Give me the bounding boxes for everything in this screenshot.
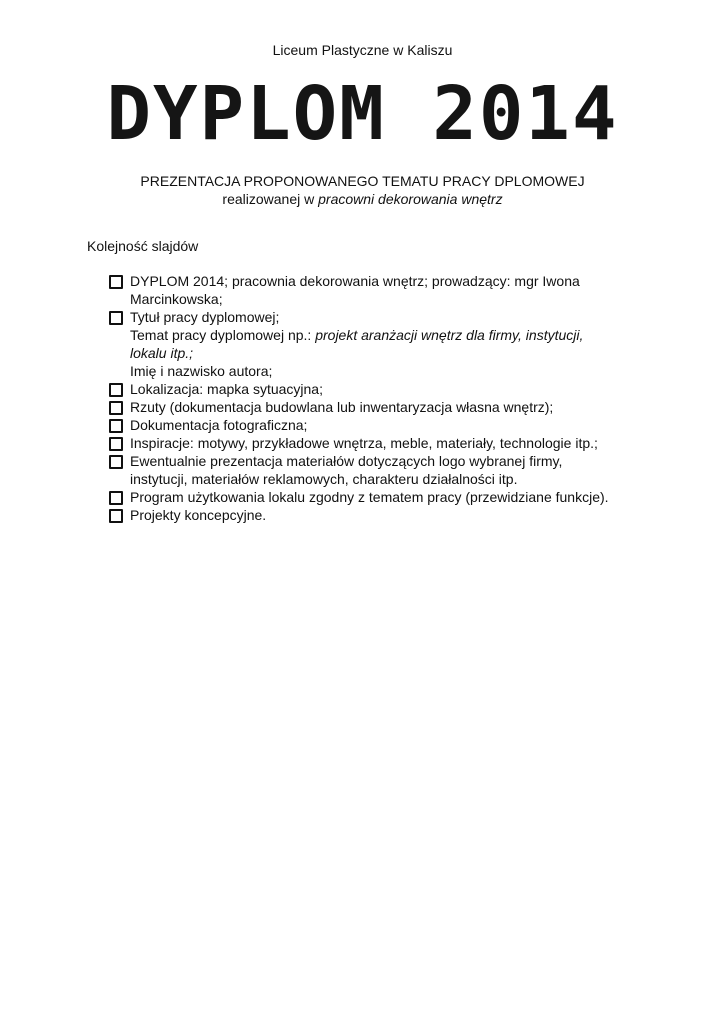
subtitle-line-2-workshop: pracowni dekorowania wnętrz: [318, 191, 503, 207]
checklist-item-text: Program użytkowania lokalu zgodny z tematem pracy (przewidziane funkcje).: [130, 489, 609, 505]
checkbox-icon[interactable]: [109, 491, 123, 505]
checkbox-icon[interactable]: [109, 509, 123, 523]
checklist-item: [105, 380, 665, 398]
checklist-item: [105, 452, 665, 488]
checklist-item-text: [130, 344, 665, 362]
topic-example: projekt aranżacji wnętrz dla firmy, instytucji,: [315, 327, 584, 343]
checklist-item: [105, 434, 665, 452]
topic-example-cont: lokalu itp.;: [130, 345, 194, 361]
checklist-item-text: Ewentualnie prezentacja materiałów dotyczących logo wybranej firmy,: [130, 453, 563, 469]
slide-order-heading: Kolejność slajdów: [87, 238, 199, 254]
checkbox-icon[interactable]: [109, 401, 123, 415]
subtitle-line-1: PREZENTACJA PROPONOWANEGO TEMATU PRACY DPLOMOWEJ: [140, 173, 585, 189]
checklist-item: [105, 308, 665, 380]
subtitle-line-2-prefix: realizowanej w: [222, 191, 319, 207]
checklist-item: [105, 398, 665, 416]
diploma-title: DYPLOM 2014: [106, 71, 619, 157]
checklist-item-text: Marcinkowska;: [130, 291, 223, 307]
subtitle-line-2: [0, 190, 725, 208]
checklist-item: [105, 506, 665, 524]
checklist-item-text: Rzuty (dokumentacja budowlana lub inwentaryzacja własna wnętrz);: [130, 399, 554, 415]
checklist-item-text: Projekty koncepcyjne.: [130, 507, 267, 523]
checklist-item: [105, 488, 665, 506]
checkbox-icon[interactable]: [109, 437, 123, 451]
checklist-item: [105, 272, 665, 308]
presentation-subtitle: [0, 172, 725, 208]
checklist-item-text: DYPLOM 2014; pracownia dekorowania wnętrz; prowadzący: mgr Iwona: [130, 273, 580, 289]
school-name: Liceum Plastyczne w Kaliszu: [272, 42, 453, 58]
checklist-item-text: instytucji, materiałów reklamowych, charakteru działalności itp.: [130, 471, 518, 487]
checklist-item: [105, 416, 665, 434]
checklist-item-text: Lokalizacja: mapka sytuacyjna;: [130, 381, 323, 397]
checklist-item-text: Inspiracje: motywy, przykładowe wnętrza, meble, materiały, technologie itp.;: [130, 435, 598, 451]
checkbox-icon[interactable]: [109, 455, 123, 469]
checkbox-icon[interactable]: [109, 383, 123, 397]
checkbox-icon[interactable]: [109, 419, 123, 433]
topic-prefix: Temat pracy dyplomowej np.:: [130, 327, 316, 343]
slide-checklist: [105, 272, 665, 524]
checkbox-icon[interactable]: [109, 275, 123, 289]
checklist-item-text: [130, 326, 665, 344]
checklist-item-text: Tytuł pracy dyplomowej;: [130, 309, 280, 325]
checklist-item-text: Imię i nazwisko autora;: [130, 363, 273, 379]
checklist-item-text: Dokumentacja fotograficzna;: [130, 417, 308, 433]
checkbox-icon[interactable]: [109, 311, 123, 325]
